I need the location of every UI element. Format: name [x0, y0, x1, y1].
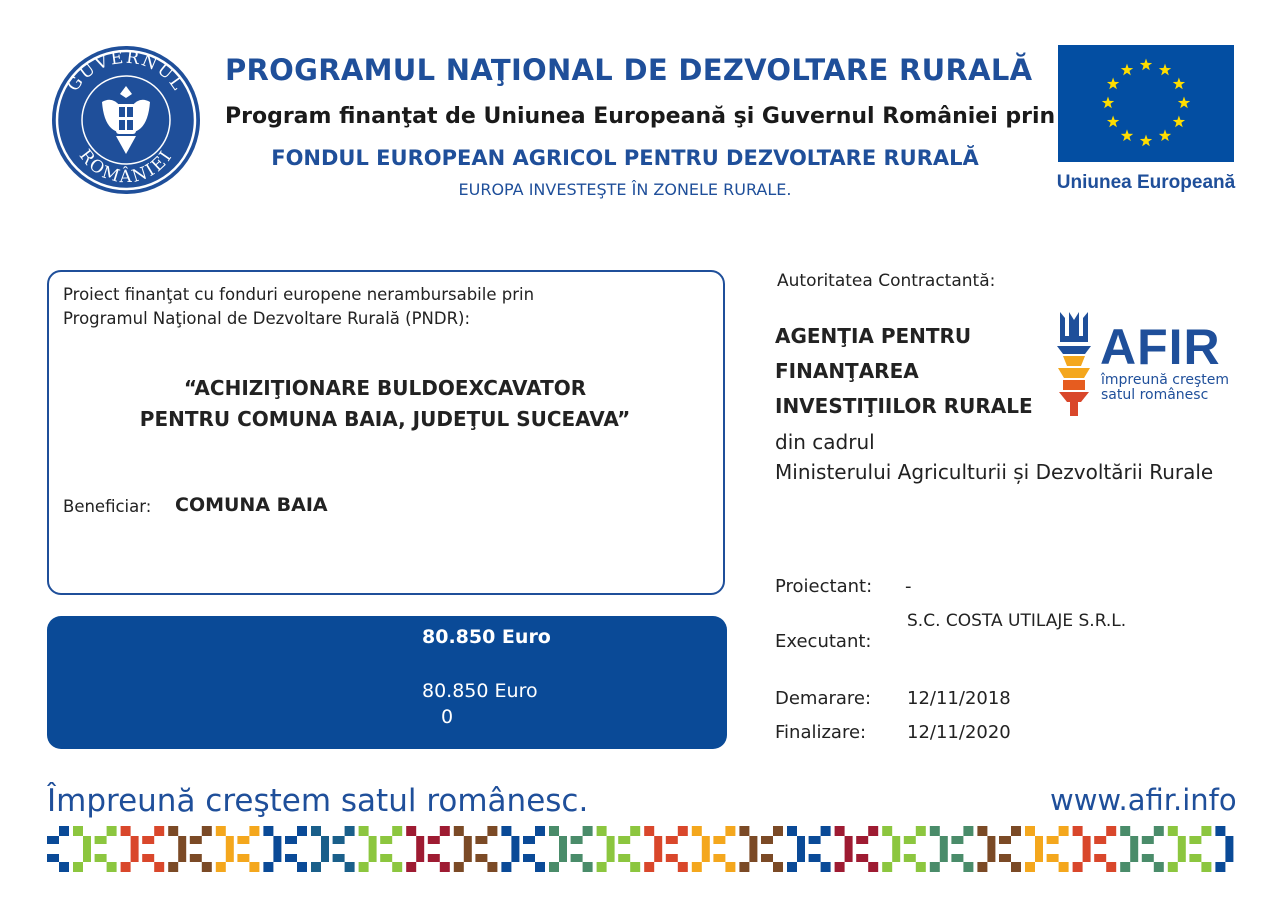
authority-name — [775, 319, 1033, 424]
motif-shape — [713, 826, 757, 872]
motif-shape — [523, 826, 567, 872]
motif-shape — [571, 826, 615, 872]
project-title-line-1: “ACHIZIŢIONARE BULDOEXCAVATOR — [183, 376, 587, 400]
afir-slogan — [1101, 373, 1229, 403]
program-title: PROGRAMUL NAŢIONAL DE DEZVOLTARE RURALĂ — [225, 53, 1033, 87]
project-intro-line-2: Programul Naţional de Dezvoltare Rurală (PNDR): — [63, 309, 471, 328]
motif-shape — [190, 826, 234, 872]
total-value-amount: 80.850 Euro — [422, 626, 551, 648]
project-title — [60, 373, 710, 435]
motif-shape — [809, 826, 853, 872]
authority-name-line-3: INVESTIŢIILOR RURALE — [775, 394, 1033, 418]
ministry-name: Ministerului Agriculturii și Dezvoltării Rurale — [775, 460, 1214, 484]
motif-shape — [285, 826, 329, 872]
motif-shape — [618, 826, 662, 872]
project-intro-line-1: Proiect finanţat cu fonduri europene nerambursabile prin — [63, 285, 535, 304]
authority-from: din cadrul — [775, 430, 875, 454]
motif-shape — [1142, 826, 1186, 872]
motif-shape — [428, 826, 472, 872]
project-intro — [63, 283, 683, 331]
private-cofunding-amount: 0 — [441, 706, 454, 728]
motif-shape — [951, 826, 995, 872]
motif-shape — [47, 826, 91, 872]
footer-slogan: Împreună creştem satul românesc. — [47, 783, 589, 819]
motif-shape — [380, 826, 424, 872]
motif-shape — [475, 826, 519, 872]
end-date-value: 12/11/2020 — [907, 722, 1011, 743]
end-date-label: Finalizare: — [775, 722, 867, 743]
program-subtitle: Program finanţat de Uniunea Europeană şi Guvernul României prin — [225, 104, 1056, 129]
start-date-label: Demarare: — [775, 688, 872, 709]
motif-shape — [999, 826, 1043, 872]
motif-shape — [142, 826, 186, 872]
project-title-line-2: PENTRU COMUNA BAIA, JUDEŢUL SUCEAVA” — [139, 407, 631, 431]
motif-shape — [1047, 826, 1091, 872]
beneficiary-label: Beneficiar: — [63, 497, 152, 516]
motif-shape — [904, 826, 948, 872]
motif-shape — [666, 826, 710, 872]
motif-shape — [856, 826, 900, 872]
public-funding-amount: 80.850 Euro — [422, 680, 538, 702]
motif-shape — [333, 826, 377, 872]
afir-slogan-line-1: împreună creştem — [1101, 372, 1230, 388]
designer-label: Proiectant: — [775, 576, 873, 597]
svg-text:ROMÂNIEI: ROMÂNIEI — [74, 145, 178, 188]
motif-shape — [761, 826, 805, 872]
website-link[interactable]: www.afir.info — [1050, 783, 1237, 817]
authority-name-line-2: FINANŢAREA — [775, 359, 919, 383]
eu-flag-logo — [1058, 45, 1234, 162]
contractor-value: S.C. COSTA UTILAJE S.R.L. — [907, 611, 1127, 631]
motif-shape — [1189, 826, 1233, 872]
afir-slogan-line-2: satul românesc — [1101, 387, 1209, 403]
authority-label: Autoritatea Contractantă: — [777, 271, 996, 291]
afir-emblem-icon — [1055, 310, 1093, 418]
program-tagline: EUROPA INVESTEŞTE ÎN ZONELE RURALE. — [458, 180, 792, 199]
eu-label: Uniunea Europeană — [1056, 172, 1236, 193]
motif-shape — [237, 826, 281, 872]
fund-name: FONDUL EUROPEAN AGRICOL PENTRU DEZVOLTARE RURALĂ — [271, 146, 979, 170]
government-seal-logo — [50, 44, 202, 196]
project-value-box — [47, 616, 727, 749]
motif-shape — [1094, 826, 1138, 872]
beneficiary-value: COMUNA BAIA — [175, 494, 328, 516]
svg-text:GUVERNUL: GUVERNUL — [63, 47, 189, 96]
afir-logo-text: AFIR — [1100, 319, 1221, 375]
decorative-motif-row — [47, 826, 1237, 872]
authority-name-line-1: AGENŢIA PENTRU — [775, 324, 972, 348]
designer-value: - — [905, 576, 912, 597]
start-date-value: 12/11/2018 — [907, 688, 1011, 709]
motif-shape — [95, 826, 139, 872]
contractor-label: Executant: — [775, 631, 872, 652]
